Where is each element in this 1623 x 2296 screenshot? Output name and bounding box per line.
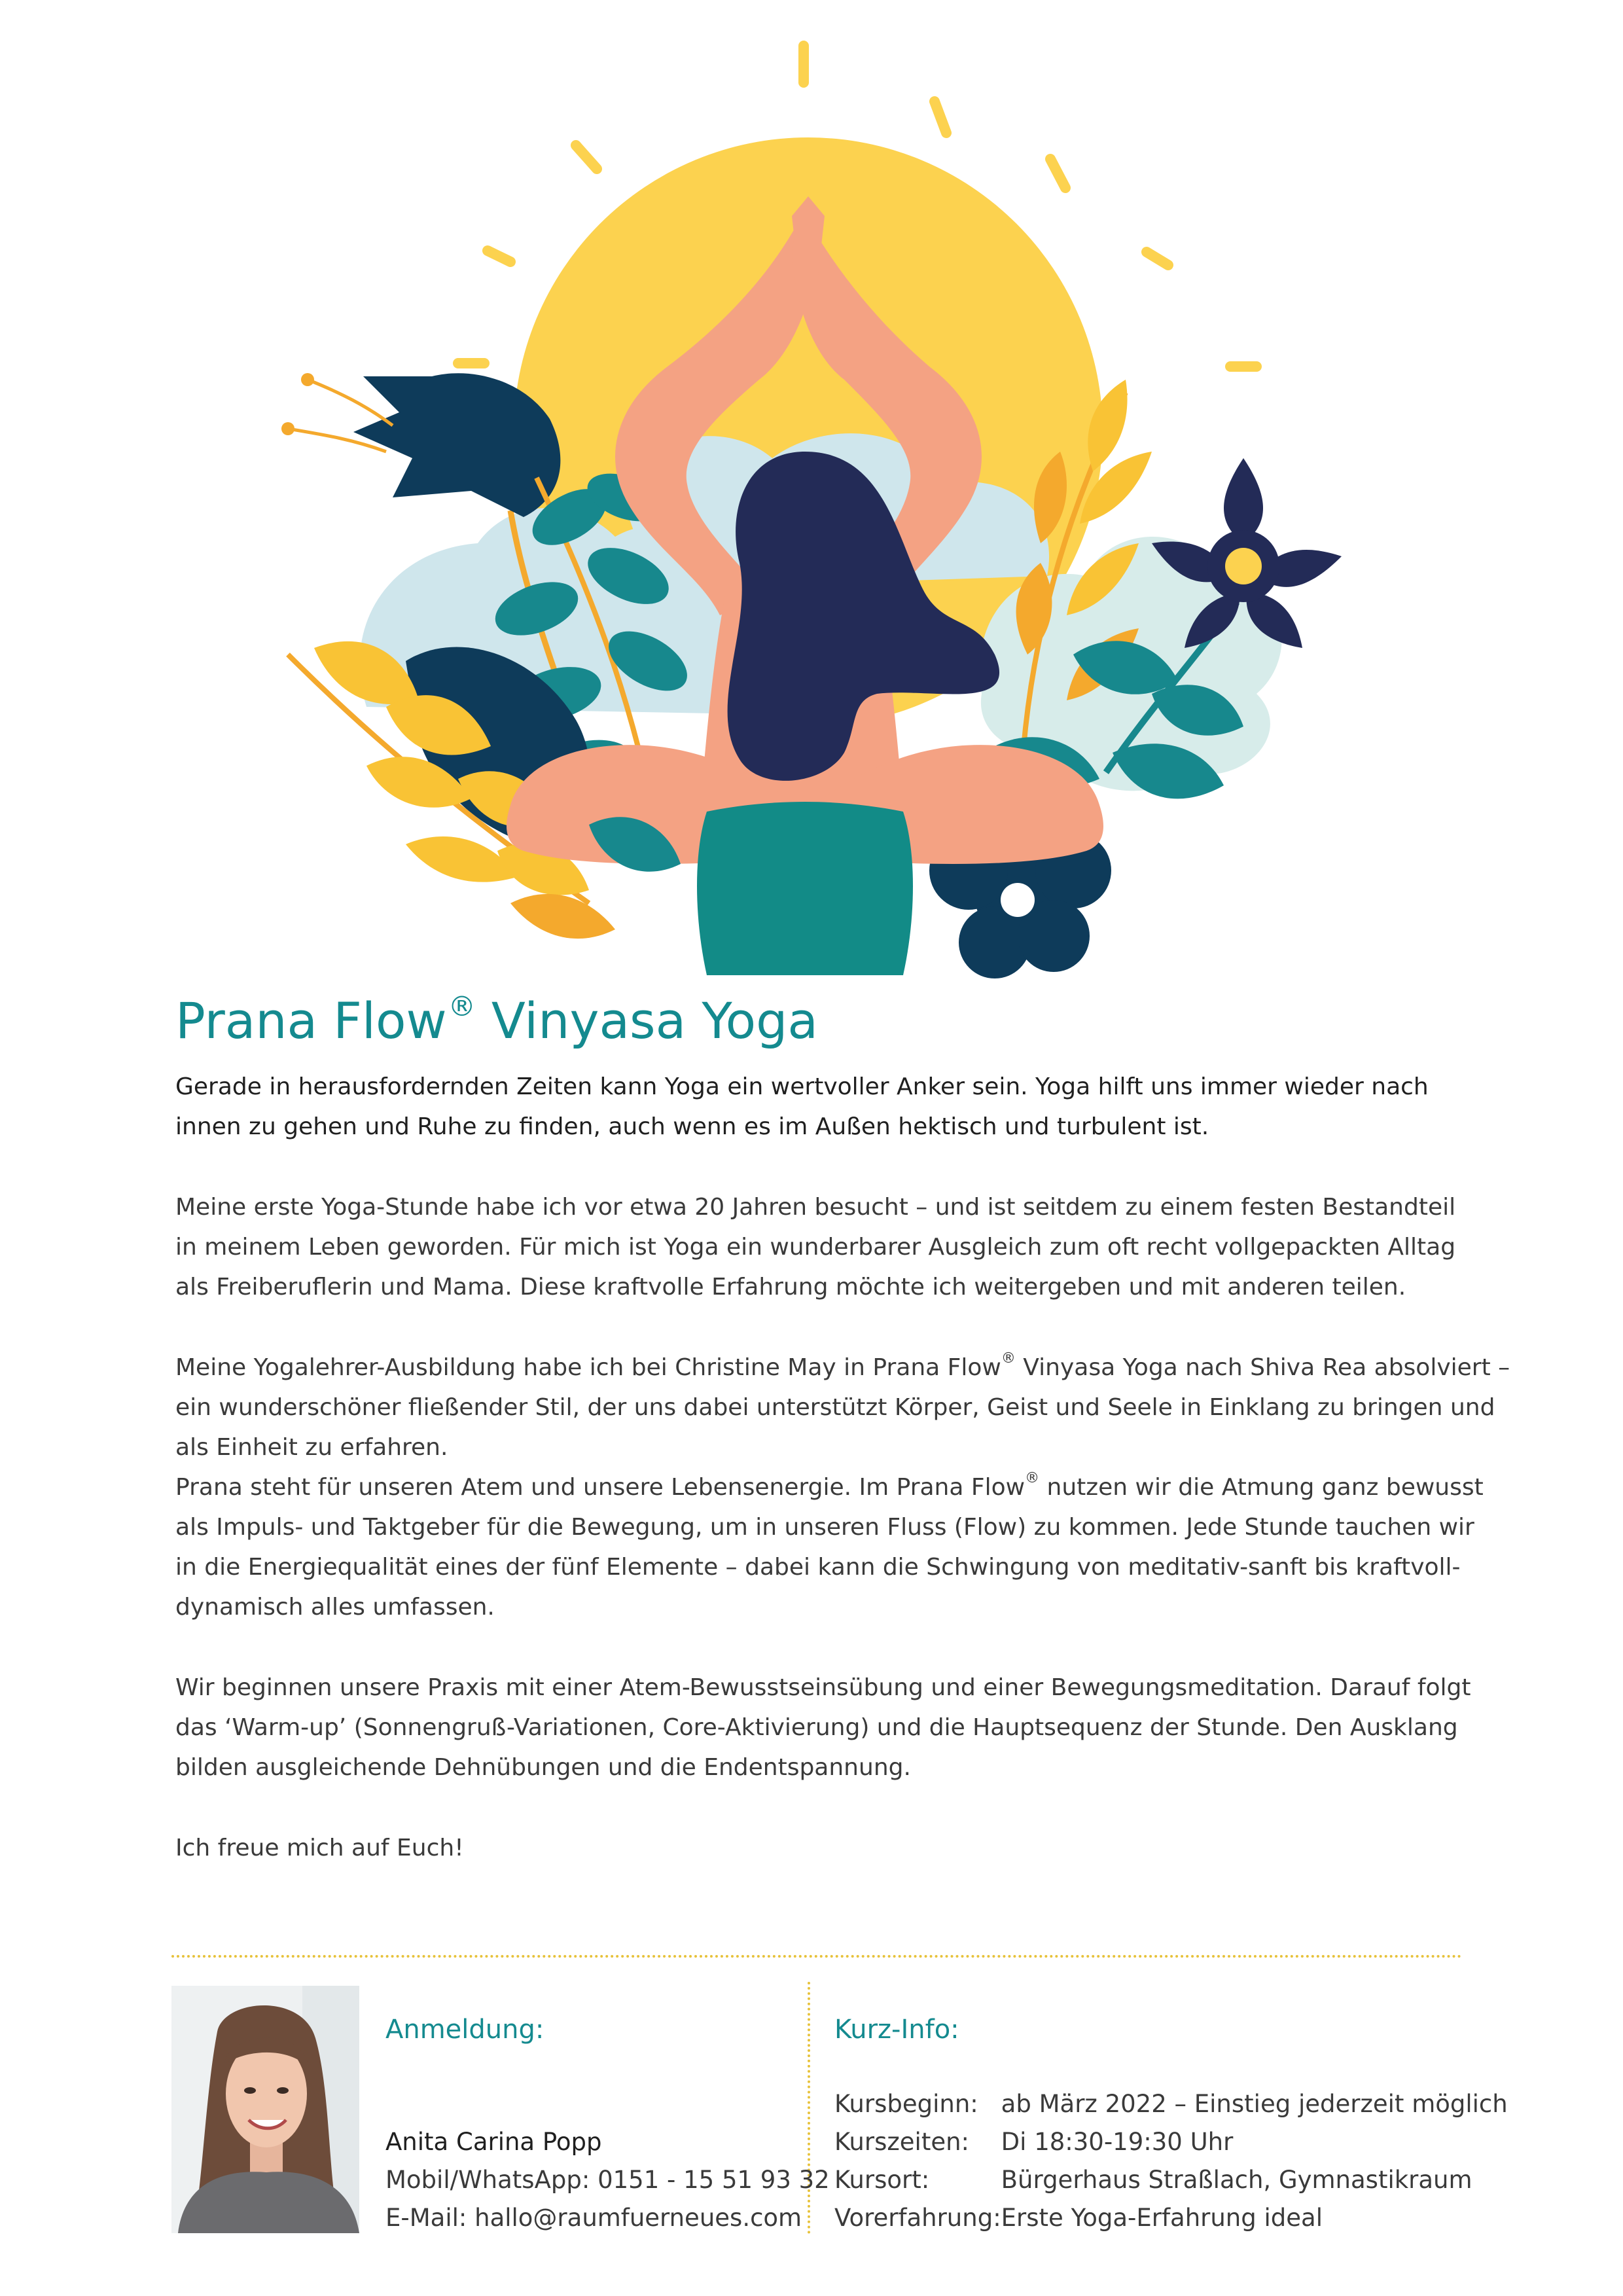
- info-label: Kursbeginn:: [834, 2090, 978, 2118]
- title-registered-mark: ®: [448, 990, 476, 1022]
- info-row: [834, 2161, 1508, 2199]
- yoga-illustration: [0, 0, 1623, 982]
- p2-line-4a: Prana steht für unseren Atem und unsere Lebensenergie. Im Prana Flow: [175, 1474, 1026, 1501]
- p2-line-4b: nutzen wir die Atmung ganz bewusst: [1039, 1474, 1484, 1501]
- p2-line-2: ein wunderschöner fließender Stil, der uns dabei unterstützt Körper, Geist und Seele in Einklang zu bringen und: [175, 1394, 1495, 1421]
- info-value: Di 18:30-19:30 Uhr: [1001, 2128, 1234, 2156]
- paragraph-practice: [175, 1668, 1471, 1787]
- closing-line: Ich freue mich auf Euch!: [175, 1835, 464, 1861]
- title-main: Prana Flow: [175, 992, 447, 1050]
- registration-heading: Anmeldung:: [385, 2015, 544, 2045]
- info-label: Vorerfahrung:: [834, 2204, 1001, 2232]
- info-value: Bürgerhaus Straßlach, Gymnastikraum: [1001, 2166, 1472, 2194]
- registration-block: [385, 2011, 830, 2237]
- p1-line-3: als Freiberuflerin und Mama. Diese kraftvolle Erfahrung möchte ich weitergeben und mit anderen teilen.: [175, 1274, 1406, 1300]
- instructor-photo: [171, 1986, 359, 2233]
- p2-line-5: als Impuls- und Taktgeber für die Bewegung, um in unseren Fluss (Flow) zu kommen. Jede Stunde tauchen wir: [175, 1514, 1474, 1541]
- paragraph-training: [175, 1348, 1510, 1627]
- p1-line-2: in meinem Leben geworden. Für mich ist Yoga ein wunderbarer Ausgleich zum oft recht vollgepackten Alltag: [175, 1234, 1456, 1261]
- info-value: ab März 2022 – Einstieg jederzeit möglich: [1001, 2090, 1508, 2118]
- p2-line-1a: Meine Yogalehrer-Ausbildung habe ich bei Christine May in Prana Flow: [175, 1354, 1001, 1381]
- p2-registered-mark-2: ®: [1025, 1470, 1040, 1486]
- info-label: Kurszeiten:: [834, 2128, 970, 2156]
- page-title: [175, 985, 818, 1057]
- intro-line-2: innen zu gehen und Ruhe zu finden, auch wenn es im Außen hektisch und turbulent ist.: [175, 1113, 1209, 1140]
- intro-line-1: Gerade in herausfordernden Zeiten kann Yoga ein wertvoller Anker sein. Yoga hilft uns immer wieder nach: [175, 1073, 1429, 1100]
- p2-registered-mark-1: ®: [1001, 1350, 1016, 1367]
- info-row: [834, 2085, 1508, 2123]
- info-row: [834, 2199, 1508, 2237]
- course-info-heading: Kurz-Info:: [834, 2015, 959, 2045]
- p2-line-6: in die Energiequalität eines der fünf Elemente – dabei kann die Schwingung von meditativ-sanft bis kraftvoll-: [175, 1554, 1461, 1581]
- paragraph-experience: [175, 1187, 1471, 1307]
- p2-line-7: dynamisch alles umfassen.: [175, 1594, 495, 1621]
- dotted-divider-horizontal: [171, 1955, 1462, 1958]
- info-value: Erste Yoga-Erfahrung ideal: [1001, 2204, 1323, 2232]
- p1-line-1: Meine erste Yoga-Stunde habe ich vor etwa 20 Jahren besucht – und ist seitdem zu einem festen Bestandteil: [175, 1194, 1456, 1221]
- p3-line-2: das ‘Warm-up’ (Sonnengruß-Variationen, Core-Aktivierung) und die Hauptsequenz der Stunde. Den Ausklang: [175, 1714, 1458, 1741]
- p2-line-1b: Vinyasa Yoga nach Shiva Rea absolviert –: [1015, 1354, 1510, 1381]
- phone-line: Mobil/WhatsApp: 0151 - 15 51 93 32: [385, 2166, 830, 2194]
- p2-line-3: als Einheit zu erfahren.: [175, 1434, 448, 1461]
- course-info-block: [834, 2011, 1508, 2237]
- info-label: Kursort:: [834, 2166, 930, 2194]
- body-text: [175, 1067, 1510, 1868]
- title-rest: Vinyasa Yoga: [475, 992, 818, 1050]
- p3-line-3: bilden ausgleichende Dehnübungen und die Endentspannung.: [175, 1754, 911, 1781]
- course-info-table: [834, 2085, 1508, 2237]
- email-line: E-Mail: hallo@raumfuerneues.com: [385, 2204, 802, 2232]
- info-row: [834, 2123, 1508, 2161]
- intro-paragraph: [175, 1067, 1471, 1147]
- p3-line-1: Wir beginnen unsere Praxis mit einer Atem-Bewusstseinsübung und einer Bewegungsmeditation. Darauf folgt: [175, 1674, 1471, 1701]
- instructor-name: Anita Carina Popp: [385, 2128, 602, 2156]
